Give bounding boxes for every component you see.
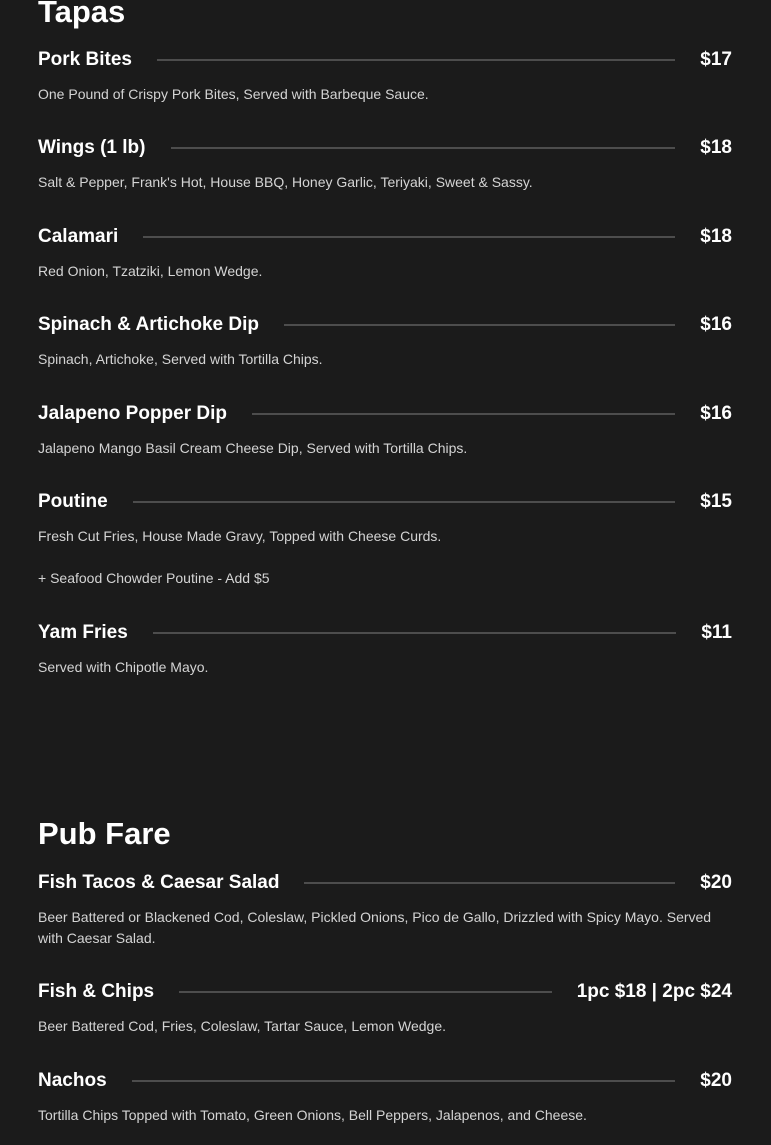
- menu-item: [38, 314, 732, 370]
- item-price: $18: [700, 226, 732, 247]
- leader-rule: [157, 59, 675, 61]
- item-description: Beer Battered Cod, Fries, Coleslaw, Tartar Sauce, Lemon Wedge.: [38, 1018, 447, 1034]
- item-price: $16: [700, 314, 732, 335]
- leader-rule: [143, 236, 675, 238]
- item-description: Fresh Cut Fries, House Made Gravy, Topped with Cheese Curds.: [38, 528, 442, 544]
- menu-item: [38, 49, 732, 105]
- item-price: $17: [700, 49, 732, 70]
- leader-rule: [153, 632, 677, 634]
- leader-rule: [179, 991, 552, 993]
- menu-item: [38, 403, 732, 459]
- item-description: Served with Chipotle Mayo.: [38, 659, 209, 675]
- menu-item: [38, 872, 732, 949]
- item-price: $15: [700, 491, 732, 512]
- menu-item: [38, 1070, 732, 1126]
- item-name: Spinach & Artichoke Dip: [38, 314, 259, 335]
- menu-item: [38, 226, 732, 282]
- item-name: Pork Bites: [38, 49, 132, 70]
- leader-rule: [304, 882, 675, 884]
- item-name: Fish Tacos & Caesar Salad: [38, 872, 280, 893]
- item-name: Calamari: [38, 226, 119, 247]
- item-name: Jalapeno Popper Dip: [38, 403, 227, 424]
- item-description: Red Onion, Tzatziki, Lemon Wedge.: [38, 263, 263, 279]
- item-price: $20: [700, 872, 732, 893]
- item-description: Tortilla Chips Topped with Tomato, Green Onions, Bell Peppers, Jalapenos, and Cheese.: [38, 1107, 587, 1123]
- item-description: Beer Battered or Blackened Cod, Coleslaw, Pickled Onions, Pico de Gallo, Drizzled with Spicy Mayo. Served with Caesar Salad.: [38, 909, 712, 946]
- leader-rule: [284, 324, 675, 326]
- item-price: $16: [700, 403, 732, 424]
- section-title-pub-fare: Pub Fare: [38, 816, 171, 851]
- item-price: $20: [700, 1070, 732, 1091]
- item-description: Jalapeno Mango Basil Cream Cheese Dip, Served with Tortilla Chips.: [38, 440, 468, 456]
- item-price: $18: [700, 137, 732, 158]
- item-description: Spinach, Artichoke, Served with Tortilla Chips.: [38, 351, 323, 367]
- item-name: Nachos: [38, 1070, 107, 1091]
- item-description: One Pound of Crispy Pork Bites, Served with Barbeque Sauce.: [38, 86, 429, 102]
- item-price: 1pc $18 | 2pc $24: [576, 981, 732, 1002]
- item-addon: + Seafood Chowder Poutine - Add $5: [38, 570, 270, 586]
- section-title-tapas: Tapas: [38, 0, 126, 29]
- item-name: Wings (1 lb): [38, 137, 146, 158]
- menu-item: [38, 137, 732, 193]
- item-name: Fish & Chips: [38, 981, 155, 1002]
- leader-rule: [133, 501, 676, 503]
- menu-item: [38, 491, 732, 589]
- item-price: $11: [701, 622, 732, 643]
- leader-rule: [132, 1080, 676, 1082]
- item-name: Yam Fries: [38, 622, 128, 643]
- item-name: Poutine: [38, 491, 108, 512]
- menu-item: [38, 622, 732, 678]
- leader-rule: [252, 413, 675, 415]
- menu-item: [38, 981, 732, 1037]
- leader-rule: [171, 147, 676, 149]
- item-description: Salt & Pepper, Frank's Hot, House BBQ, Honey Garlic, Teriyaki, Sweet & Sassy.: [38, 174, 533, 190]
